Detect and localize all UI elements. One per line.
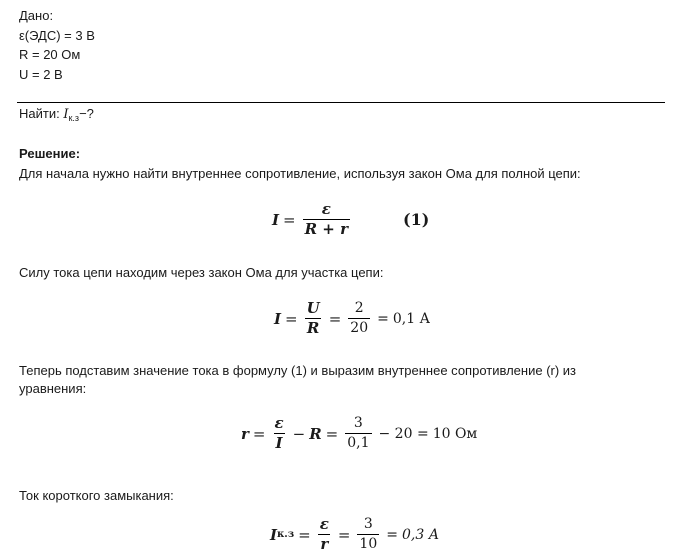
given-emf: ε(ЭДС) = 3 В [19, 27, 95, 43]
f3-fraction2 [345, 415, 371, 452]
f3-eq2: = [325, 424, 339, 443]
f1-label: (1) [403, 210, 430, 229]
f4-eq2: = [337, 525, 351, 544]
formula-ohm-section [274, 300, 430, 337]
f4-result: 0,3 А [401, 526, 440, 543]
divider-line [17, 102, 665, 103]
f2-num2: 2 [354, 300, 364, 316]
paragraph-circuit-section: Силу тока цепи находим через закон Ома для участка цепи: [19, 265, 384, 280]
f2-eq2: = [328, 309, 342, 328]
paragraph-full-circuit: Для начала нужно найти внутреннее сопротивление, используя закон Ома для полной цепи: [19, 166, 581, 181]
find-label: Найти: [19, 106, 60, 121]
f4-lhs: I [270, 525, 278, 544]
f3-minus1: − [292, 424, 306, 443]
f4-den2: 10 [359, 536, 378, 552]
f3-minus2: − 20 = [378, 425, 429, 442]
f2-eq3: = [377, 310, 389, 327]
find-var: I [63, 107, 69, 122]
paragraph-short-circuit: Ток короткого замыкания: [19, 488, 174, 503]
f4-fraction1 [318, 516, 331, 553]
f2-lhs: I [274, 309, 282, 328]
f4-num1: ε [319, 515, 329, 533]
f3-den1: I [275, 434, 283, 452]
f2-den2: 20 [350, 320, 369, 336]
paragraph-substitute-line1: Теперь подставим значение тока в формулу (1) и выразим внутреннее сопротивление (r) из [19, 363, 577, 378]
formula-ohm-full-circuit [272, 201, 429, 238]
solution-heading: Решение: [19, 146, 81, 161]
f2-den1: R [306, 319, 320, 337]
f3-lhs: r [241, 424, 249, 443]
f4-sub: к.з [277, 529, 295, 540]
f3-r: R [309, 424, 322, 443]
formula-internal-resistance [241, 415, 477, 452]
f4-eq3: = [386, 526, 398, 543]
f2-fraction2 [348, 300, 370, 337]
given-title: Дано: [19, 8, 54, 23]
f2-result: 0,1 А [392, 310, 431, 327]
given-resistance: R = 20 Ом [19, 47, 81, 62]
f3-eq1: = [252, 424, 266, 443]
find-line [19, 106, 94, 123]
formula-short-circuit [270, 516, 439, 553]
given-voltage: U = 2 В [19, 66, 63, 82]
find-sub: к.з [68, 113, 80, 123]
f4-eq1: = [298, 525, 311, 544]
f1-num: ε [321, 200, 331, 218]
f3-result: 10 Ом [432, 425, 478, 442]
f4-fraction2 [357, 516, 379, 553]
f3-num2: 3 [353, 415, 363, 431]
f1-eq: = [283, 210, 296, 229]
f2-num1: U [306, 299, 320, 317]
f1-fraction [303, 201, 350, 238]
f3-num1: ε [274, 414, 284, 432]
f1-lhs: I [272, 210, 280, 229]
f1-den: R + r [304, 220, 348, 238]
f3-fraction1 [272, 415, 285, 452]
f3-den2: 0,1 [347, 435, 370, 451]
f4-den1: r [320, 535, 329, 553]
find-tail: −? [79, 106, 94, 121]
f4-num2: 3 [363, 516, 373, 532]
given-block [19, 6, 95, 84]
f2-fraction1 [305, 300, 322, 337]
f2-eq1: = [285, 309, 298, 328]
paragraph-substitute-line2: уравнения: [19, 381, 87, 396]
